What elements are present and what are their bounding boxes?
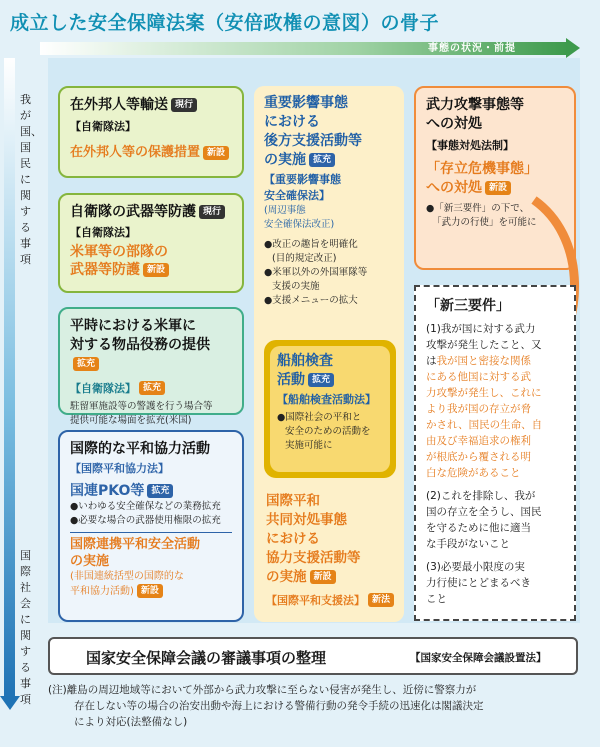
box5-bullet1b: (目的規定改正) — [272, 253, 337, 264]
box9-p2-line2: 国の存立を全うし、国民 — [426, 506, 542, 518]
box-three-conditions — [414, 285, 576, 621]
box5-bullet1: ●改正の趣旨を明確化 — [264, 239, 358, 250]
box8-sub-line2: への対処 — [426, 180, 482, 196]
nsc-title: 国家安全保障会議の審議事項の整理 — [86, 649, 327, 667]
box7-title-line1: 国際平和 — [266, 493, 320, 509]
box4-bullet1: ●いわゆる安全確保などの業務拡充 — [70, 501, 221, 512]
box8-bullet1: ●「新三要件」の下で、 — [426, 203, 530, 214]
box5-law-note-line1: (周辺事態 — [264, 205, 306, 216]
box8-title-line1: 武力攻撃事態等 — [426, 97, 524, 113]
box3-desc-line2: 提供可能な場面を拡充(米国) — [70, 415, 192, 426]
nsc-law: 【国家安全保障会議設置法】 — [410, 652, 547, 664]
box4-pko: 国連PKO等 — [70, 483, 145, 499]
box8-bullet1b: 「武力の行使」を可能に — [432, 217, 537, 228]
box4-bullet2: ●必要な場合の武器使用権限の拡充 — [70, 515, 221, 526]
box9-p3-line2: 力行使にとどまるべき — [426, 577, 531, 589]
box6-law: 【船舶検査活動法】 — [277, 393, 376, 406]
box6-bullet1c: 実施可能に — [285, 440, 333, 451]
box8-law: 【事態対処法制】 — [426, 139, 514, 152]
box3-badge2: 拡充 — [139, 381, 165, 395]
axis-label-domestic: 我が国、国民に関する事項 — [20, 93, 42, 266]
box8-sub-badge: 新設 — [485, 181, 511, 195]
box7-law-badge: 新法 — [368, 593, 394, 607]
box5-law-note-line2: 安全確保法改正) — [264, 219, 335, 230]
box4-sub-badge: 新設 — [137, 584, 163, 598]
box2-item-line2: 武器等防護 — [70, 262, 140, 278]
box4-sub-line1: 国際連携平和安全活動 — [70, 537, 201, 552]
box9-p1-line: 攻撃が発生したこと、又 — [426, 339, 542, 351]
box9-p1-line: より我が国の存立が脅 — [426, 403, 531, 415]
box9-p1-line: 力攻撃が発生し、これに — [426, 387, 542, 399]
box5-title-line3: 後方支援活動等 — [264, 133, 362, 149]
box5-bullet3: ●支援メニューの拡大 — [264, 295, 358, 306]
box6-title-line1: 船舶検査 — [277, 353, 333, 369]
box-overseas-transport — [58, 86, 244, 178]
box9-p3-line3: こと — [426, 593, 447, 605]
box1-item: 在外邦人等の保護措置 — [70, 145, 201, 160]
box-ship-inspection — [264, 340, 396, 478]
box4-divider — [70, 532, 232, 533]
box2-title: 自衛隊の武器等防護 — [70, 204, 196, 220]
scope-arrow — [4, 58, 15, 698]
box5-badge: 拡充 — [309, 153, 335, 167]
footnote-line2: 存在しない等の場合の治安出動や海上における警備行動の発令手続の迅速化は閣議決定 — [74, 700, 484, 712]
box-weapons-protection — [58, 193, 244, 293]
box9-title: 「新三要件」 — [426, 298, 510, 314]
page-title: 成立した安全保障法案（安倍政権の意図）の骨子 — [10, 12, 440, 34]
box4-pko-badge: 拡充 — [147, 484, 173, 498]
box7-badge: 新設 — [310, 570, 336, 584]
box4-law: 【国際平和協力法】 — [70, 462, 169, 475]
box9-p1-line: が根底から覆される明 — [426, 451, 531, 463]
box7-title-line3: における — [266, 531, 320, 547]
box3-badge: 拡充 — [73, 357, 99, 371]
box9-p1-line: 白な危険があること — [426, 467, 521, 479]
box5-title-line2: における — [264, 114, 320, 130]
box3-desc-line1: 駐留軍施設等の警護を行う場合等 — [70, 401, 213, 412]
box4-sub-note-line2: 平和協力活動) — [70, 586, 134, 597]
box9-p1-line: 由及び幸福追求の権利 — [426, 435, 531, 447]
box5-bullet2b: 支援の実施 — [272, 281, 320, 292]
box9-p1-line: かされ、国民の生命、自 — [426, 419, 543, 431]
box9-p1-line: にある他国に対する武 — [426, 371, 531, 383]
box-goods-services — [58, 307, 244, 426]
box-international-peace-support — [256, 488, 406, 620]
box3-title-line1: 平時における米軍に — [70, 318, 196, 334]
box6-badge: 拡充 — [308, 373, 334, 387]
box1-title: 在外邦人等輸送 — [70, 97, 168, 113]
box9-condition1 — [426, 321, 564, 481]
box9-p3-line1: (3)必要最小限度の実 — [426, 561, 525, 573]
box5-bullet2: ●米軍以外の外国軍隊等 — [264, 267, 368, 278]
box5-title-line4: の実施 — [264, 152, 306, 168]
box5-law-line2: 安全確保法】 — [264, 189, 330, 202]
box2-law: 【自衛隊法】 — [70, 226, 136, 239]
box2-badge: 現行 — [199, 205, 225, 219]
box7-law: 【国際平和支援法】 — [266, 594, 365, 607]
box9-p2-line1: (2)これを排除し、我が — [426, 490, 536, 502]
footnote-line1: (注)離島の周辺地域等において外部から武力攻撃に至らない侵害が発生し、近傍に警察力が — [48, 684, 477, 696]
box7-title-line4: 協力支援活動等 — [266, 550, 361, 566]
footnote — [48, 682, 578, 730]
box6-title-line2: 活動 — [277, 372, 305, 388]
box2-item-badge: 新設 — [143, 263, 169, 277]
box-international-peace — [58, 430, 244, 622]
box7-title-line5: の実施 — [266, 569, 307, 585]
box4-title: 国際的な平和協力活動 — [70, 441, 210, 457]
box1-item-badge: 新設 — [203, 146, 229, 160]
nsc-box — [48, 637, 578, 675]
box9-p2-line4: な手段がないこと — [426, 538, 510, 550]
box6-bullet1b: 安全のための活動を — [285, 426, 371, 437]
box5-law-line1: 【重要影響事態 — [264, 173, 341, 186]
box9-p1-line: (1)我が国に対する武力 — [426, 323, 536, 335]
box4-sub-note-line1: (非国連統括型の国際的な — [70, 571, 184, 582]
box5-title-line1: 重要影響事態 — [264, 95, 348, 111]
scope-arrow-head — [0, 696, 20, 710]
box8-sub-line1: 「存立危機事態」 — [426, 161, 538, 177]
box1-badge: 現行 — [171, 98, 197, 112]
box9-p1-line: は我が国と密接な関係 — [426, 355, 531, 367]
box2-item-line1: 米軍等の部隊の — [70, 244, 168, 260]
box6-bullet1: ●国際社会の平和と — [277, 412, 362, 423]
box3-law: 【自衛隊法】 — [70, 382, 136, 395]
situation-arrow-head — [566, 38, 580, 58]
footnote-line3: により対応(法整備なし) — [74, 716, 188, 728]
box3-title-line2: 対する物品役務の提供 — [70, 337, 210, 353]
box4-sub-line2: の実施 — [70, 554, 110, 569]
box8-title-line2: への対処 — [426, 116, 482, 132]
box9-p2-line3: を守るために他に適当 — [426, 522, 531, 534]
axis-label-international: 国際社会に関する事項 — [20, 549, 31, 706]
box7-title-line2: 共同対処事態 — [266, 512, 347, 528]
box1-law: 【自衛隊法】 — [70, 120, 136, 133]
situation-arrow-label: 事態の状況・前提 — [428, 43, 516, 54]
